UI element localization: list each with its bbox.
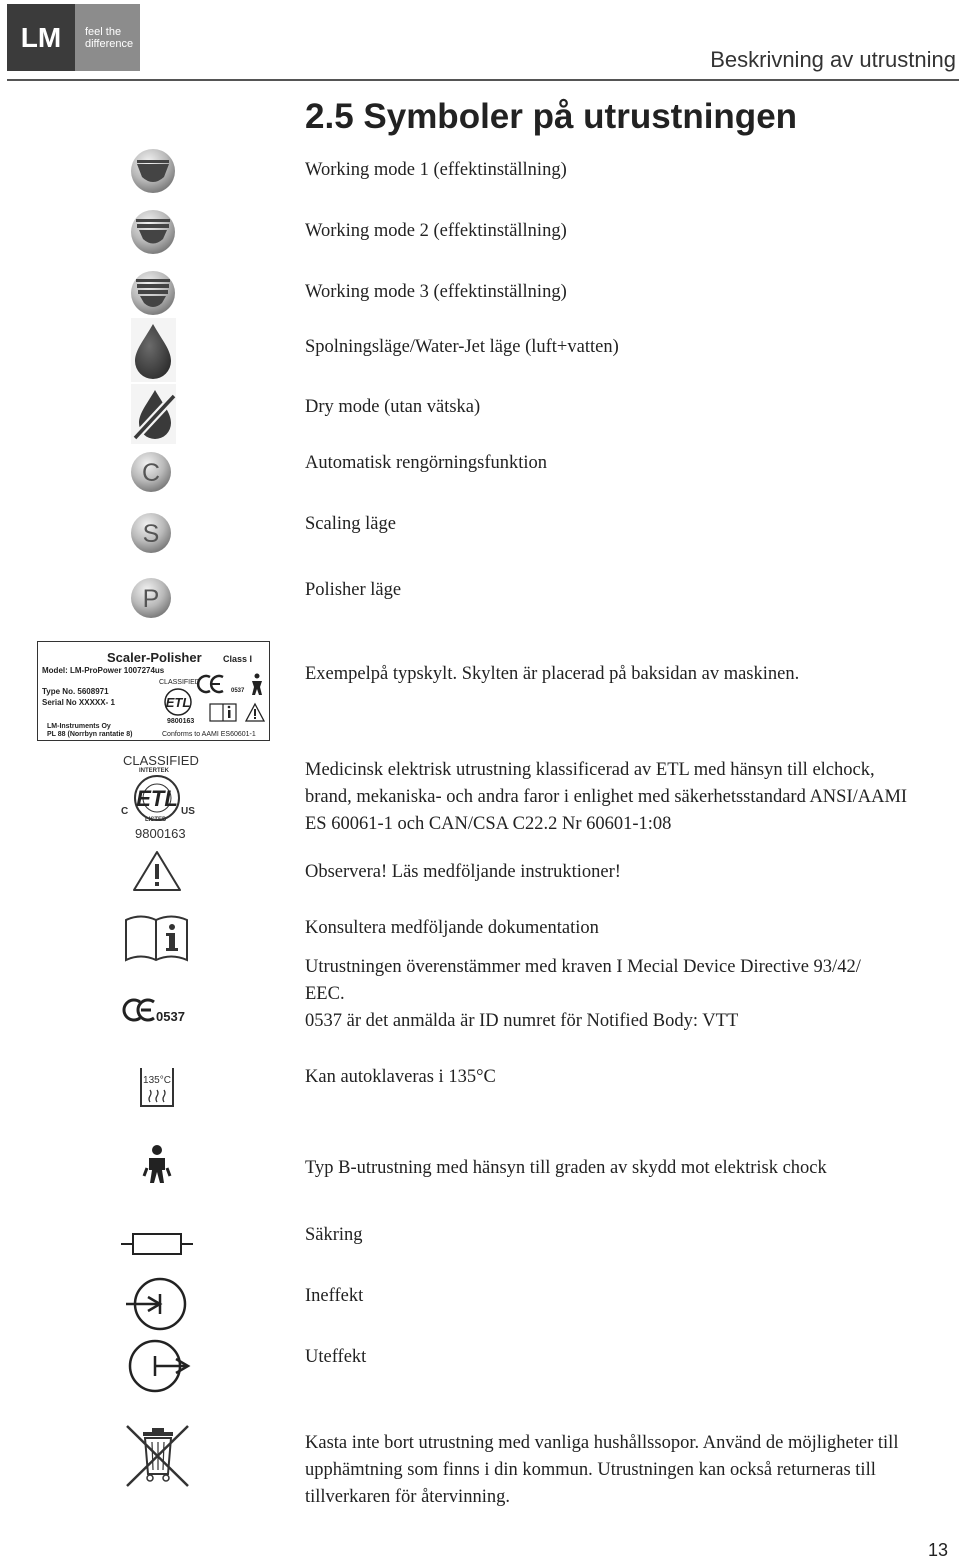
letter-p-glyph: P: [142, 585, 160, 613]
consult-documentation-icon: [126, 917, 187, 961]
plate-etl-number: 9800163: [167, 718, 195, 725]
letter-c-icon: [131, 452, 171, 492]
logo-mark: LM: [7, 4, 75, 71]
plate-marks: [37, 641, 270, 741]
plate-warning-icon: [246, 704, 264, 721]
type-plate: [37, 641, 270, 741]
working-mode-2-icon: [131, 210, 175, 254]
dry-mode-text: Dry mode (utan vätska): [305, 397, 481, 417]
type-b-text: Typ B-utrustning med hänsyn till graden av skydd mot elektrisk chock: [305, 1158, 827, 1178]
ce-text-line-3: 0537 är det anmälda är ID numret för Notified Body: VTT: [305, 1011, 739, 1031]
output-icon: [130, 1341, 188, 1391]
svg-text:ETL: ETL: [165, 695, 191, 710]
plate-manufacturer: LM-Instruments Oy: [47, 723, 111, 730]
chapter-title: Beskrivning av utrustning: [710, 47, 956, 72]
page-number: 13: [927, 1540, 948, 1560]
water-jet-text: Spolningsläge/Water-Jet läge (luft+vatten): [305, 337, 619, 357]
ce-mark-icon: [124, 1000, 185, 1024]
plate-address: PL 88 (Norrbyn rantatie 8): [47, 731, 133, 738]
svg-text:ETL: ETL: [136, 786, 178, 811]
plate-notified-body: 0537: [231, 688, 245, 694]
plate-type-no: Type No. 5608971: [42, 687, 109, 696]
working-mode-1-text: Working mode 1 (effektinställning): [305, 160, 567, 180]
letter-p-icon: [131, 578, 171, 618]
etl-classified-label: CLASSIFIED: [123, 753, 199, 768]
working-mode-3-icon: [131, 271, 175, 315]
type-b-icon: [144, 1145, 170, 1183]
warning-triangle-icon: [134, 852, 180, 890]
fuse-icon: [121, 1234, 193, 1254]
fuse-text: Säkring: [305, 1225, 363, 1245]
letter-c-glyph: C: [141, 459, 161, 487]
weee-text: Kasta inte bort utrustning med vanliga hushållssopor. Använd de möjligheter till upphämtning som finns i din kommun. Utrustningen kan också returneras till tillverkaren för återvinning.: [305, 1433, 899, 1507]
ce-number: 0537: [156, 1009, 185, 1024]
output-text: Uteffekt: [305, 1347, 367, 1367]
plate-serial-no: Serial No XXXXX- 1: [42, 698, 115, 707]
documentation-text: Konsultera medföljande dokumentation: [305, 918, 599, 938]
plate-documentation-icon: [210, 704, 236, 721]
input-icon: [126, 1279, 185, 1329]
no-water-drop-icon: [131, 384, 176, 444]
etl-classified-icon: [135, 776, 179, 820]
working-mode-3-text: Working mode 3 (effektinställning): [305, 282, 567, 302]
working-mode-1-icon: [131, 149, 175, 193]
ce-text-line-2: EEC.: [305, 984, 345, 1004]
logo-tagline-line1: feel the: [85, 25, 122, 38]
etl-listed-label: LISTED: [145, 817, 167, 823]
plate-ce-icon: [198, 676, 223, 692]
plate-model: Model: LM-ProPower 1007274us: [42, 666, 165, 675]
etl-intertek-label: INTERTEK: [139, 768, 169, 774]
etl-number: 9800163: [135, 826, 186, 841]
auto-clean-text: Automatisk rengörningsfunktion: [305, 453, 548, 473]
type-plate-text: Exempelpå typskylt. Skylten är placerad på baksidan av maskinen.: [305, 664, 800, 684]
autoclave-temperature: 135°C: [143, 1075, 171, 1086]
etl-c-label: C: [121, 806, 129, 817]
plate-title: Scaler-Polisher: [107, 650, 202, 665]
logo-tagline-line2: difference: [85, 37, 134, 50]
etl-text: Medicinsk elektrisk utrustning klassificerad av ETL med hänsyn till elchock, brand, mekaniska- och andra faror i enlighet med säkerhetsstandard ANSI/AAMI ES 60061-1 och CAN/CSA C22.2 Nr 60601-1:08: [305, 760, 908, 834]
input-text: Ineffekt: [305, 1286, 364, 1306]
plate-classified: CLASSIFIED: [159, 679, 200, 686]
scaling-text: Scaling läge: [305, 514, 396, 534]
water-drop-icon: [131, 318, 176, 382]
polisher-text: Polisher läge: [305, 580, 402, 600]
plate-etl-icon: [165, 689, 191, 715]
warning-text: Observera! Läs medföljande instruktioner!: [305, 862, 621, 882]
ce-text: [305, 954, 945, 1035]
section-title: 2.5 Symboler på utrustningen: [305, 97, 798, 136]
weee-bin-icon: [127, 1426, 188, 1486]
letter-s-glyph: S: [142, 520, 160, 548]
etl-us-label: US: [181, 806, 195, 817]
plate-class: Class I: [223, 654, 253, 664]
plate-type-b-icon: [252, 674, 262, 696]
working-mode-2-text: Working mode 2 (effektinställning): [305, 221, 567, 241]
ce-text-line-1: Utrustningen överenstämmer med kraven I Mecial Device Directive 93/42/: [305, 957, 861, 977]
letter-s-icon: [131, 513, 171, 553]
autoclave-icon: [141, 1068, 173, 1106]
plate-conforms: Conforms to AAMI ES60601-1: [162, 731, 256, 738]
autoclave-text: Kan autoklaveras i 135°C: [305, 1067, 496, 1087]
